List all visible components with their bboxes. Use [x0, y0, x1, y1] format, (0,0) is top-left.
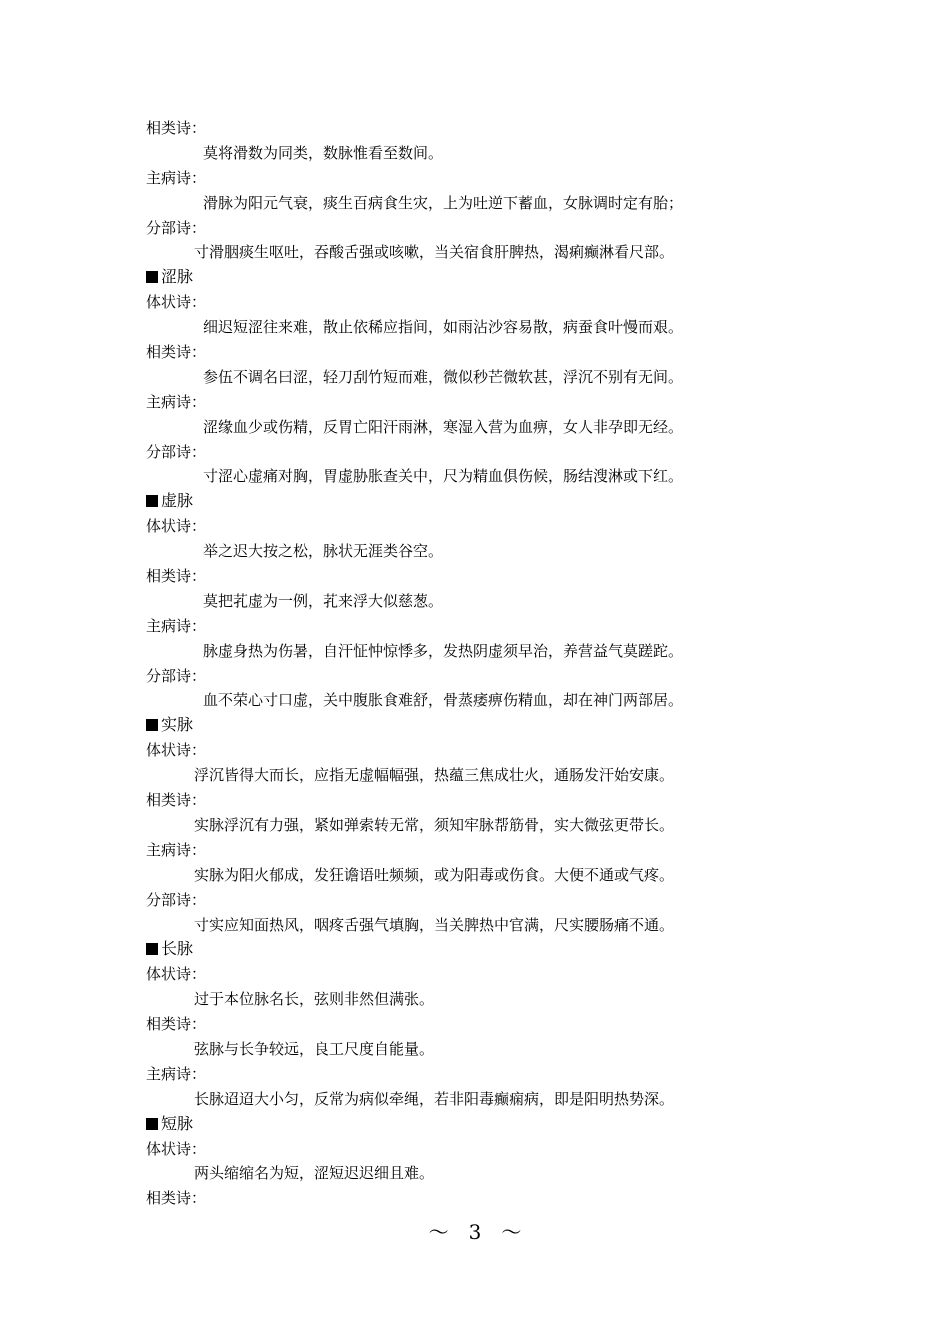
section-label: 体状诗： [146, 965, 207, 984]
section-label: 相类诗： [146, 343, 207, 362]
verse-line: 细迟短涩往来难，散止依稀应指间，如雨沾沙容易散，病蚕食叶慢而艰。 [203, 318, 684, 337]
section-label: 相类诗： [146, 119, 207, 137]
verse-line: 寸滑胭痰生呕吐，吞酸舌强或咳嗽，当关宿食肝脾热，渴痢癫淋看尺部。 [194, 243, 675, 262]
pulse-heading [146, 265, 906, 290]
verse-line: 莫将滑数为同类，数脉惟看至数间。 [203, 143, 444, 162]
section-label: 主病诗： [146, 168, 207, 187]
verse-line: 过于本位脉名长，弦则非然但满张。 [194, 990, 435, 1009]
square-bullet-icon [146, 943, 158, 955]
verse-line: 参伍不调名曰涩，轻刀刮竹短而难，微似秒芒微软甚，浮沉不别有无间。 [203, 367, 684, 386]
pulse-heading [146, 1112, 906, 1137]
square-bullet-icon [146, 271, 158, 283]
verse-line: 浮沉皆得大而长，应指无虚幅幅强，热蕴三焦成壮火，通肠发汗始安康。 [194, 766, 675, 785]
section-label: 相类诗： [146, 791, 207, 810]
section-label: 分部诗： [146, 218, 207, 237]
section-label: 相类诗： [146, 1189, 207, 1208]
verse-line: 实脉浮沉有力强，紧如弹索转无常，须知牢脉帮筋骨，实大微弦更带长。 [194, 815, 675, 834]
pulse-heading [146, 489, 906, 514]
verse-line: 脉虚身热为伤暑，自汗怔忡惊悸多，发热阴虚须早治，养营益气莫蹉跎。 [203, 641, 684, 660]
section-label: 体状诗： [146, 741, 207, 760]
pulse-heading-text: 虚脉 [161, 491, 194, 511]
pulse-heading-text: 短脉 [161, 1113, 194, 1133]
verse-line: 滑脉为阳元气衰，痰生百病食生灾，上为吐逆下蓄血，女脉调时定有胎； [203, 193, 684, 212]
verse-line: 莫把芤虚为一例，芤来浮大似慈葱。 [203, 591, 444, 610]
section-label: 相类诗： [146, 567, 207, 586]
square-bullet-icon [146, 719, 158, 731]
pulse-heading-text: 长脉 [161, 939, 194, 959]
page-number: ～ 3 ～ [428, 1220, 522, 1244]
section-label: 主病诗： [146, 616, 207, 635]
section-label: 分部诗： [146, 442, 207, 461]
section-label: 主病诗： [146, 1064, 207, 1083]
pulse-heading [146, 937, 906, 962]
pulse-heading [146, 713, 906, 738]
verse-line: 血不荣心寸口虚，关中腹胀食难舒，骨蒸痿痹伤精血，却在神门两部居。 [203, 691, 684, 710]
pulse-heading-text: 涩脉 [161, 267, 194, 287]
section-label: 分部诗： [146, 666, 207, 685]
section-label: 体状诗： [146, 517, 207, 536]
verse-line: 举之迟大按之松，脉状无涯类谷空。 [203, 542, 444, 561]
verse-line: 弦脉与长争较远，良工尺度自能量。 [194, 1039, 435, 1058]
section-label: 主病诗： [146, 840, 207, 859]
section-label: 相类诗： [146, 1015, 207, 1034]
square-bullet-icon [146, 1118, 158, 1130]
verse-line: 涩缘血少或伤精，反胃亡阳汗雨淋，寒湿入营为血痹，女人非孕即无经。 [203, 417, 684, 436]
section-label: 主病诗： [146, 392, 207, 411]
text-body [146, 116, 906, 1211]
verse-line: 长脉迢迢大小匀，反常为病似牵绳，若非阳毒癫痫病，即是阳明热势深。 [194, 1089, 675, 1108]
pulse-heading-text: 实脉 [161, 715, 194, 735]
section-label: 分部诗： [146, 890, 207, 909]
verse-line: 寸涩心虚痛对胸，胃虚胁胀查关中，尺为精血俱伤候，肠结溲淋或下红。 [203, 467, 684, 486]
verse-line: 两头缩缩名为短，涩短迟迟细且难。 [194, 1164, 435, 1183]
square-bullet-icon [146, 495, 158, 507]
verse-line: 寸实应知面热风，咽疼舌强气填胸，当关脾热中官满，尺实腰肠痛不通。 [194, 915, 675, 934]
verse-line: 实脉为阳火郁成，发狂谵语吐频频，或为阳毒或伤食。大便不通或气疼。 [194, 865, 675, 884]
section-label: 体状诗： [146, 293, 207, 312]
section-label: 体状诗： [146, 1139, 207, 1158]
